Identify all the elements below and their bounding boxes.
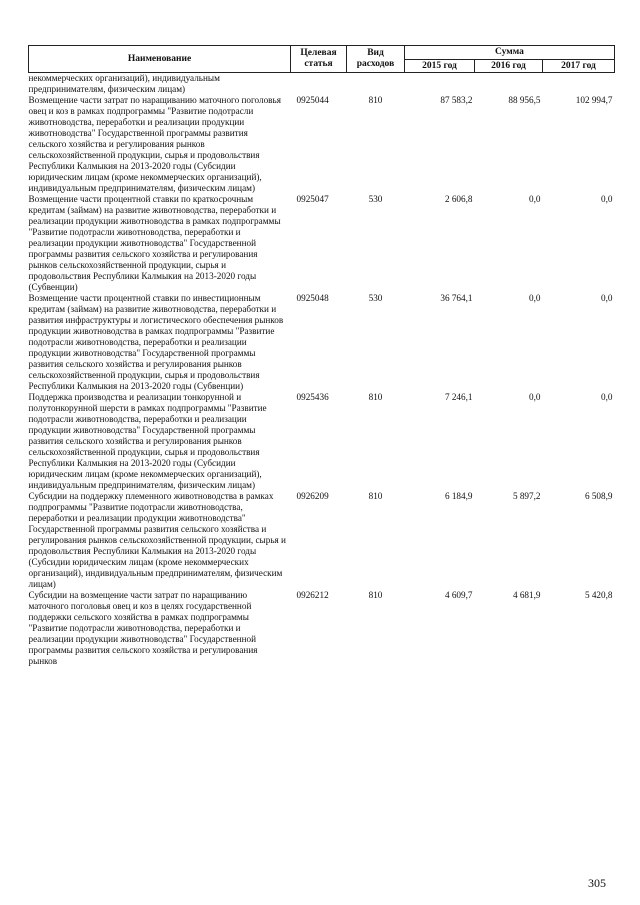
row-sum-2016: 4 681,9 (512, 590, 541, 600)
row-sum-2015: 6 184,9 (444, 491, 473, 501)
row-target-article: 0925048 (296, 293, 329, 303)
row-name: Возмещение части процентной ставки по краткосрочным кредитам (займам) на развитие животноводства, переработки и реализации продукции животноводства в рамках подпрограммы "Развитие подотрасли животноводства, переработки и реализации продукции животноводства" Государственной программы развития сельского хозяйства и регулирования рынков сельскохозяйственной продукции, сырья и продовольствия Республики Калмыкия на 2013-2020 годы (Субвенции) (28, 194, 281, 292)
header-name: Наименование (29, 46, 291, 73)
row-name: Субсидии на возмещение части затрат по наращиванию маточного поголовья овец и коз в целях государственной поддержки сельского хозяйства в рамках подпрограммы "Развитие подотрасли животноводства, переработки и реализации продукции животноводства" Государственной программы развития сельского хозяйства и регулирования рынков (28, 590, 258, 666)
header-year-2017: 2017 год (543, 60, 615, 73)
table-row (29, 293, 615, 392)
row-sum-2015: 36 764,1 (440, 293, 473, 303)
row-target-article: 0925047 (296, 194, 329, 204)
header-target-article: Целевая статья (291, 46, 347, 73)
table-row (29, 590, 615, 667)
row-expense-kind: 530 (368, 194, 383, 204)
row-expense-kind: 810 (368, 95, 383, 105)
table-row (29, 392, 615, 491)
row-sum-2015: 4 609,7 (444, 590, 473, 600)
row-expense-kind: 810 (368, 491, 383, 501)
page-number: 305 (588, 876, 606, 890)
row-sum-2017: 102 994,7 (575, 95, 613, 105)
row-target-article: 0926212 (296, 590, 329, 600)
header-sum: Сумма (405, 46, 615, 60)
row-name: некоммерческих организаций), индивидуальным предпринимателям, физическим лицам) (28, 73, 220, 94)
row-target-article: 0926209 (296, 491, 329, 501)
row-sum-2016: 0,0 (529, 293, 541, 303)
row-sum-2017: 0,0 (601, 194, 613, 204)
continuation-row (29, 73, 615, 96)
row-sum-2017: 6 508,9 (584, 491, 613, 501)
row-name: Поддержка производства и реализации тонкорунной и полутонкорунной шерсти в рамках подпрограммы "Развитие подотрасли животноводства, переработки и реализации продукции животноводства" Государственной программы развития сельского хозяйства и регулирования рынков сельскохозяйственной продукции, сырья и продовольствия Республики Калмыкия на 2013-2020 годы (Субсидии юридическим лицам (кроме некоммерческих организаций), индивидуальным предпринимателям, физическим лицам) (28, 392, 267, 490)
row-name: Возмещение части процентной ставки по инвестиционным кредитам (займам) на развитие животноводства, переработки и развития инфраструктуры и логистического обеспечения рынков продукции животноводства в рамках подпрограммы "Развитие подотрасли животноводства, переработки и реализации продукции животноводства" Государственной программы развития сельского хозяйства и регулирования рынков сельскохозяйственной продукции, сырья и продовольствия Республики Калмыкия на 2013-2020 годы (Субвенции) (28, 293, 284, 391)
row-sum-2016: 5 897,2 (512, 491, 541, 501)
row-sum-2016: 0,0 (529, 392, 541, 402)
row-expense-kind: 530 (368, 293, 383, 303)
header-year-2015: 2015 год (405, 60, 475, 73)
table-row (29, 95, 615, 194)
row-sum-2015: 2 606,8 (444, 194, 473, 204)
header-expense-kind: Вид расходов (347, 46, 405, 73)
row-sum-2015: 87 583,2 (440, 95, 473, 105)
row-sum-2017: 5 420,8 (584, 590, 613, 600)
row-sum-2017: 0,0 (601, 293, 613, 303)
row-expense-kind: 810 (368, 590, 383, 600)
header-year-2016: 2016 год (475, 60, 543, 73)
table-row (29, 194, 615, 293)
document-page (28, 45, 614, 667)
row-target-article: 0925436 (296, 392, 329, 402)
budget-table (28, 45, 615, 667)
row-expense-kind: 810 (368, 392, 383, 402)
row-target-article: 0925044 (296, 95, 329, 105)
row-sum-2016: 0,0 (529, 194, 541, 204)
row-sum-2015: 7 246,1 (444, 392, 473, 402)
row-sum-2017: 0,0 (601, 392, 613, 402)
row-sum-2016: 88 956,5 (508, 95, 541, 105)
row-name: Возмещение части затрат по наращиванию маточного поголовья овец и коз в рамках подпрограммы "Развитие подотрасли животноводства, переработки и реализации продукции животноводства" Государственной программы развития сельского хозяйства и регулирования рынков сельскохозяйственной продукции, сырья и продовольствия Республики Калмыкия на 2013-2020 годы (Субсидии юридическим лицам (кроме некоммерческих организаций), индивидуальным предпринимателям, физическим лицам) (28, 95, 281, 193)
row-name: Субсидии на поддержку племенного животноводства в рамках подпрограммы "Развитие подотрасли животноводства, переработки и реализации продукции животноводства" Государственной программы развития сельского хозяйства и регулирования рынков сельскохозяйственной продукции, сырья и продовольствия Республики Калмыкия на 2013-2020 годы (Субсидии юридическим лицам (кроме некоммерческих организаций), индивидуальным предпринимателям, физическим лицам) (28, 491, 286, 589)
table-row (29, 491, 615, 590)
table-body (29, 73, 615, 668)
